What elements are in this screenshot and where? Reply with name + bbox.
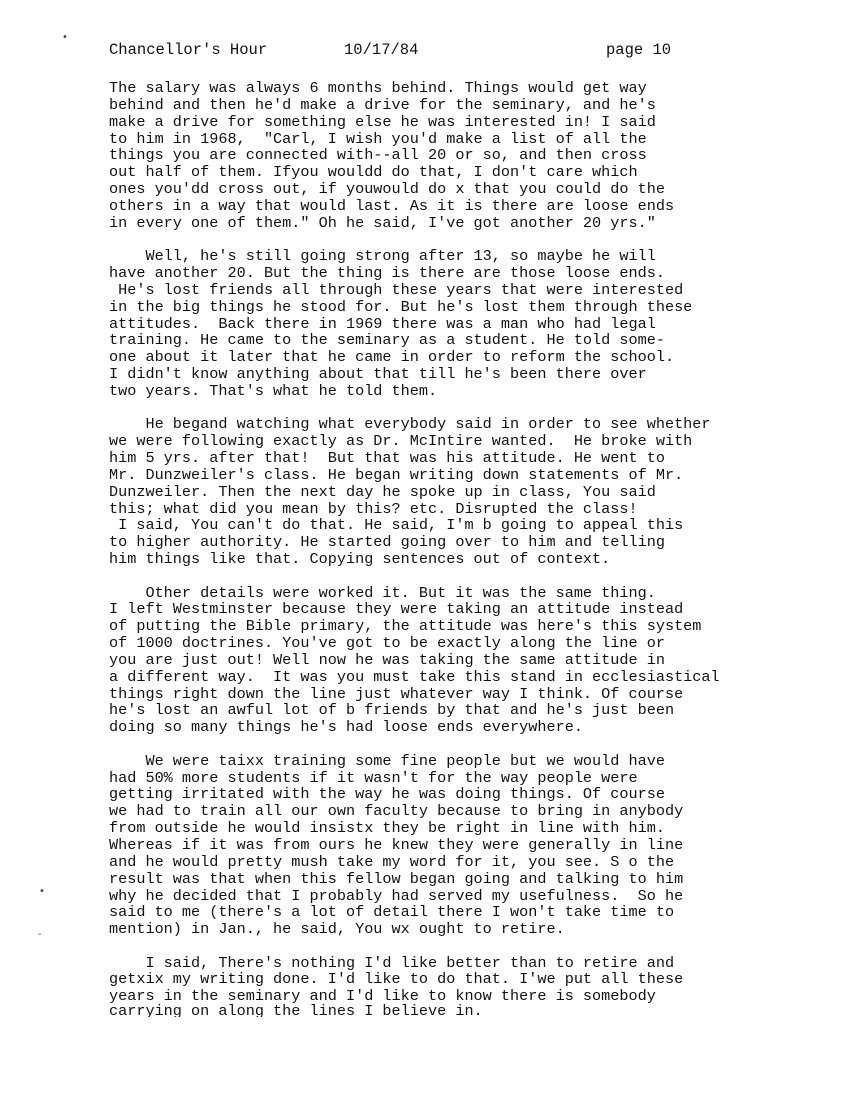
text-line: Other details were worked it. But it was the same thing. [109, 583, 656, 602]
text-line: this; what did you mean by this? etc. Disrupted the class! [109, 499, 638, 518]
text-line: Whereas if it was from ours he knew they were generally in line [109, 835, 684, 854]
text-line: others in a way that would last. As it is there are loose ends [109, 196, 675, 215]
text-line: make a drive for something else he was interested in! I said [109, 112, 656, 131]
text-line: Mr. Dunzweiler's class. He began writing down statements of Mr. [109, 465, 684, 484]
paragraph [109, 753, 809, 938]
body-text [109, 80, 809, 1022]
text-line: have another 20. But the thing is there are those loose ends. [109, 264, 665, 283]
text-line: doing so many things he's had loose ends everywhere. [109, 718, 583, 737]
text-line: mention) in Jan., he said, You wx ought to retire. [109, 920, 565, 939]
scan-speck: • [62, 32, 68, 43]
text-line: I said, You can't do that. He said, I'm b going to appeal this [109, 516, 684, 535]
header-page-number: page 10 [606, 41, 672, 59]
text-line: He's lost friends all through these years that were interested [109, 280, 684, 299]
text-line: him 5 yrs. after that! But that was his attitude. He went to [109, 449, 665, 468]
text-line: I left Westminster because they were taking an attitude instead [109, 600, 684, 619]
text-line: Dunzweiler. Then the next day he spoke up in class, You said [109, 482, 656, 501]
text-line: in every one of them." Oh he said, I've got another 20 yrs." [109, 213, 656, 232]
text-line: you are just out! Well now he was taking the same attitude in [109, 650, 665, 669]
text-line: result was that when this fellow began going and talking to him [109, 869, 684, 888]
text-line: out half of them. Ifyou wouldd do that, I don't care which [109, 163, 638, 182]
text-line: one about it later that he came in order to reform the school. [109, 348, 675, 367]
text-line: from outside he would insistx they be right in line with him. [109, 819, 665, 838]
text-line: we had to train all our own faculty because to bring in anybody [109, 802, 684, 821]
paragraph [109, 585, 809, 737]
text-line: we were following exactly as Dr. McIntire wanted. He broke with [109, 432, 693, 451]
text-line: We were taixx training some fine people but we would have [109, 751, 665, 770]
text-line: I said, There's nothing I'd like better than to retire and [109, 953, 675, 972]
text-line-truncated: carrying on along the lines I believe in. [109, 1003, 483, 1017]
text-line: two years. That's what he told them. [109, 381, 438, 400]
text-line: getxix my writing done. I'd like to do that. I'we put all these [109, 970, 684, 989]
text-line: a different way. It was you must take this stand in ecclesiastical [109, 667, 720, 686]
text-line: had 50% more students if it wasn't for the way people were [109, 768, 638, 787]
text-line: said to me (there's a lot of detail there I won't take time to [109, 903, 675, 922]
text-line: to him in 1968, "Carl, I wish you'd make a list of all the [109, 129, 647, 148]
text-line: and he would pretty mush take my word for it, you see. S o the [109, 852, 675, 871]
text-line: behind and then he'd make a drive for the seminary, and he's [109, 95, 656, 114]
text-line: ones you'dd cross out, if youwould do x that you could do the [109, 180, 665, 199]
text-line: Well, he's still going strong after 13, so maybe he will [109, 247, 656, 266]
text-line: to higher authority. He started going over to him and telling [109, 533, 665, 552]
paragraph [109, 416, 809, 568]
text-line: of putting the Bible primary, the attitude was here's this system [109, 617, 702, 636]
text-line: him things like that. Copying sentences out of context. [109, 550, 611, 569]
text-line: The salary was always 6 months behind. Things would get way [109, 79, 647, 97]
text-line: he's lost an awful lot of b friends by that and he's just been [109, 701, 675, 720]
page-header [109, 42, 809, 62]
text-line: years in the seminary and I'd like to know there is somebody [109, 987, 656, 1006]
text-line: I didn't know anything about that till he's been there over [109, 365, 647, 384]
text-line: getting irritated with the way he was doing things. Of course [109, 785, 665, 804]
text-line: why he decided that I probably had served my usefulness. So he [109, 886, 684, 905]
scan-speck: ‐ [38, 929, 42, 940]
header-title: Chancellor's Hour [109, 41, 268, 59]
paragraph [109, 248, 809, 400]
scan-speck: • [39, 886, 45, 897]
paragraph [109, 955, 809, 1006]
text-line: training. He came to the seminary as a student. He told some- [109, 331, 665, 350]
text-line: in the big things he stood for. But he's lost them through these [109, 297, 693, 316]
text-line: He begand watching what everybody said in order to see whether [109, 415, 711, 434]
paragraph [109, 80, 809, 232]
cut-off-line [109, 1003, 759, 1017]
header-date: 10/17/84 [344, 41, 419, 59]
text-line: of 1000 doctrines. You've got to be exactly along the line or [109, 634, 665, 653]
text-line: things right down the line just whatever way I think. Of course [109, 684, 684, 703]
text-line: attitudes. Back there in 1969 there was a man who had legal [109, 314, 656, 333]
text-line: things you are connected with--all 20 or so, and then cross [109, 146, 647, 165]
